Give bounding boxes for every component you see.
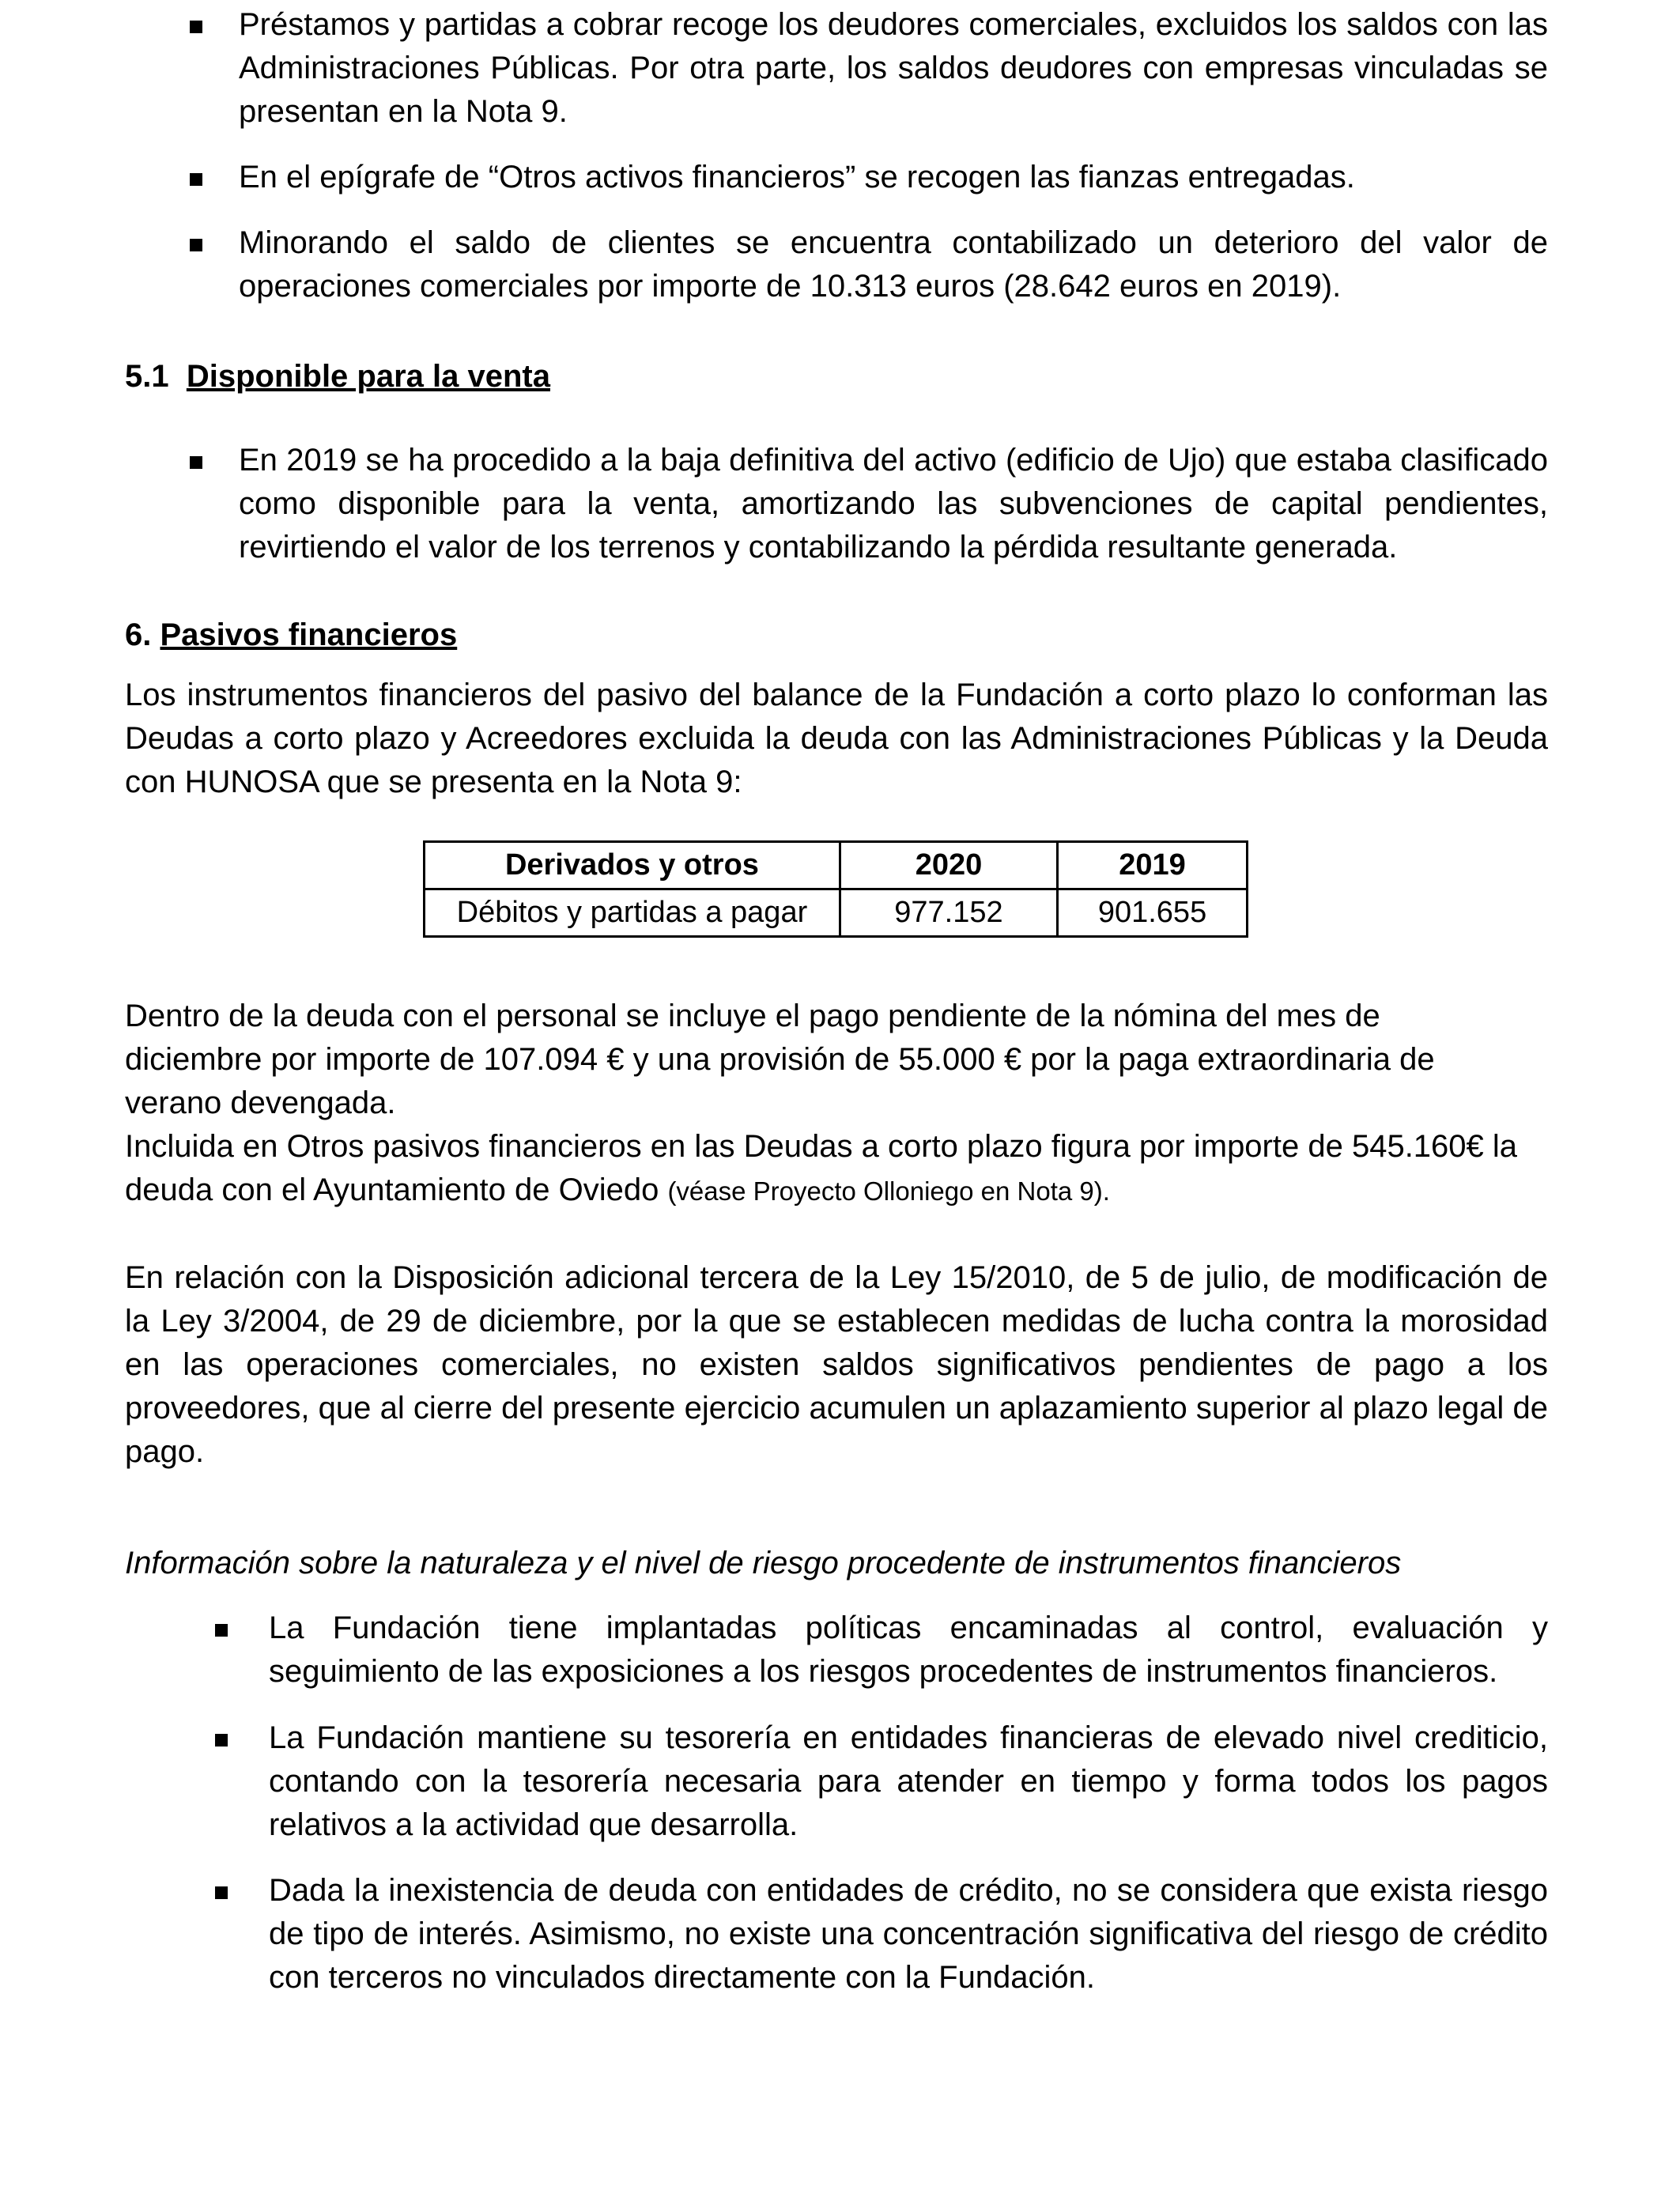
risk-bullet-tesoreria: La Fundación mantiene su tesorería en entidades financieras de elevado nivel crediticio, contando con la tesorería necesaria para atender en tiempo y forma todos los pagos relativos a la actividad que desarrolla. <box>269 1720 1548 1842</box>
section-title: Disponible para la venta <box>186 359 550 394</box>
paragraph-personal: Dentro de la deuda con el personal se incluye el pago pendiente de la nómina del mes de diciembre por importe de 107.094 € y una provisión de 55.000 € por la paga extraordinaria de verano devengada. <box>125 999 1435 1120</box>
financial-liabilities-table <box>423 840 1248 938</box>
section-number: 6. <box>125 617 152 652</box>
bullet-prestamos: Préstamos y partidas a cobrar recoge los deudores comerciales, excluidos los saldos con las Administraciones Públicas. Por otra parte, los saldos deudores con empresas vinculadas se presentan en la Nota 9. <box>239 7 1548 129</box>
paragraph-oviedo <box>125 1125 1552 1213</box>
risk-bullet-interes: Dada la inexistencia de deuda con entidades de crédito, no se considera que exista riesgo de tipo de interés. Asimismo, no existe una concentración significativa del riesgo de crédito con terceros no vinculados directamente con la Fundación. <box>269 1873 1548 1995</box>
section-5-1-heading <box>125 355 550 398</box>
bullet-otros-activos: En el epígrafe de “Otros activos financieros” se recogen las fianzas entregadas. <box>239 160 1355 194</box>
risk-bullet-politicas: La Fundación tiene implantadas políticas encaminadas al control, evaluación y seguimiento de las exposiciones a los riesgos procedentes de instrumentos financieros. <box>269 1611 1548 1689</box>
bullet-square-icon <box>190 456 202 469</box>
table-header-cell: Derivados y otros <box>425 842 840 889</box>
table-row <box>425 889 1248 937</box>
table-cell: Débitos y partidas a pagar <box>425 889 840 937</box>
table-cell: 901.655 <box>1058 889 1248 937</box>
bullet-square-icon <box>215 1734 228 1747</box>
table-header-row <box>425 842 1248 889</box>
section-title: Pasivos financieros <box>160 617 458 652</box>
table-header-cell: 2019 <box>1058 842 1248 889</box>
paragraph-oviedo-text: Incluida en Otros pasivos financieros en las Deudas a corto plazo figura por importe de 545.160€ la deuda con el Ayuntamiento de Oviedo <box>125 1129 1518 1207</box>
paragraph-oviedo-note: (véase Proyecto Olloniego en Nota 9). <box>667 1176 1110 1206</box>
bullet-deterioro: Minorando el saldo de clientes se encuentra contabilizado un deterioro del valor de operaciones comerciales por importe de 10.313 euros (28.642 euros en 2019). <box>239 225 1548 304</box>
table-cell: 977.152 <box>840 889 1057 937</box>
table-header-cell: 2020 <box>840 842 1057 889</box>
bullet-square-icon <box>215 1624 228 1637</box>
paragraph-ley: En relación con la Disposición adicional tercera de la Ley 15/2010, de 5 de julio, de modificación de la Ley 3/2004, de 29 de diciembre, por la que se establecen medidas de lucha contra la morosidad en las operaciones comerciales, no existen saldos significativos pendientes de pago a los proveedores, que al cierre del presente ejercicio acumulen un aplazamiento superior al plazo legal de pago. <box>125 1260 1548 1469</box>
bullet-square-icon <box>190 173 202 186</box>
bullet-square-icon <box>190 239 202 251</box>
section-6-intro: Los instrumentos financieros del pasivo del balance de la Fundación a corto plazo lo conforman las Deudas a corto plazo y Acreedores excluida la deuda con las Administraciones Públicas y la Deuda con HUNOSA que se presenta en la Nota 9: <box>125 678 1548 799</box>
risk-heading: Información sobre la naturaleza y el nivel de riesgo procedente de instrumentos financieros <box>125 1546 1402 1580</box>
bullet-ujo: En 2019 se ha procedido a la baja definitiva del activo (edificio de Ujo) que estaba clasificado como disponible para la venta, amortizando las subvenciones de capital pendientes, revirtiendo el valor de los terrenos y contabilizando la pérdida resultante generada. <box>239 443 1548 565</box>
section-number: 5.1 <box>125 359 169 394</box>
section-6-heading <box>125 614 457 657</box>
bullet-square-icon <box>215 1886 228 1899</box>
bullet-square-icon <box>190 21 202 33</box>
